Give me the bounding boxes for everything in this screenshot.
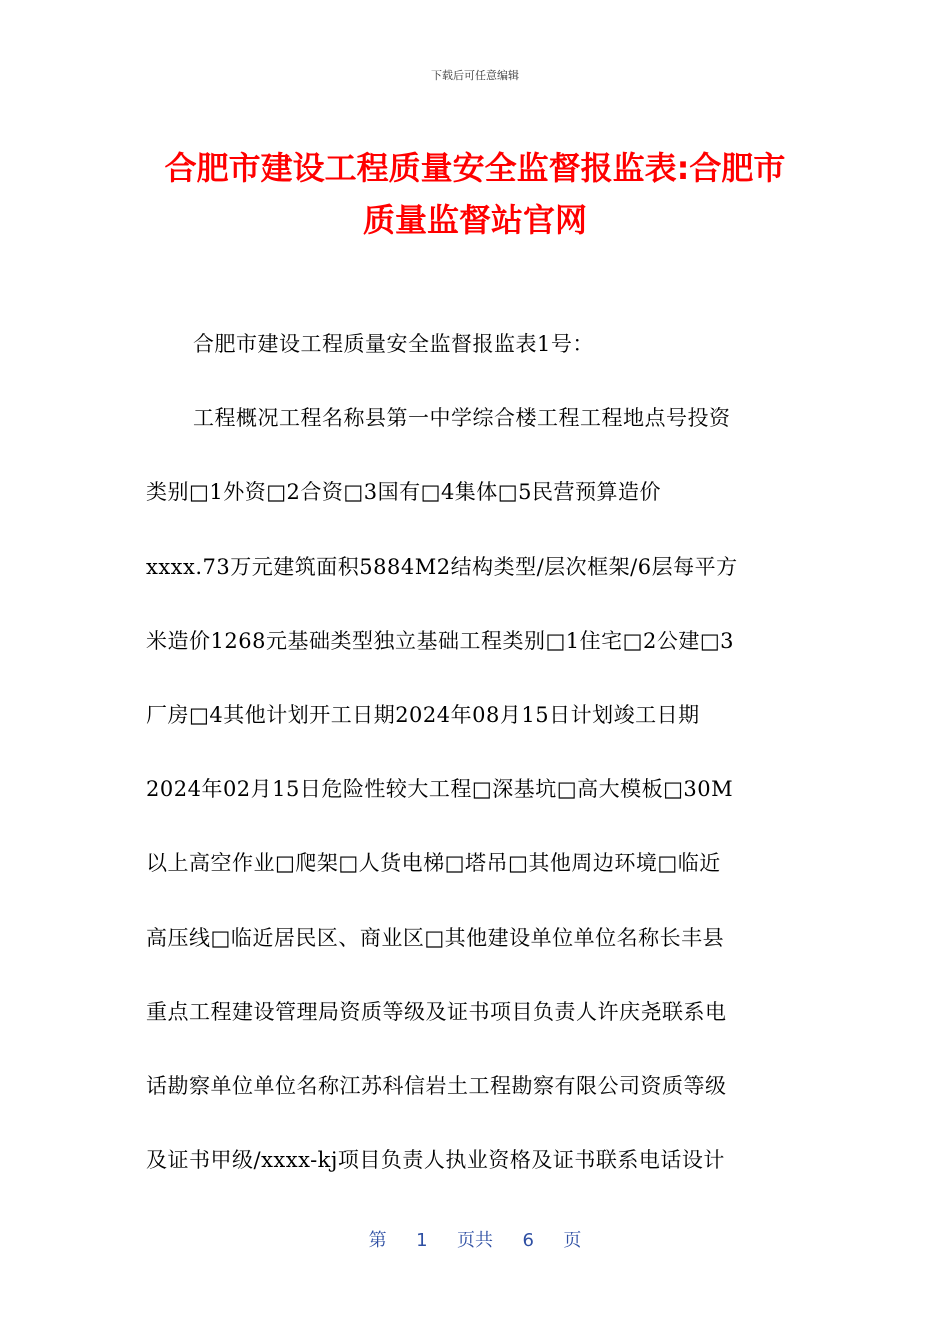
document-body [146, 320, 806, 1210]
document-title-line-2: 质量监督站官网 [362, 201, 587, 239]
body-line: 以上高空作业□爬架□人货电梯□塔吊□其他周边环境□临近 [146, 851, 721, 876]
body-line: 工程概况工程名称县第一中学综合楼工程工程地点号投资 [193, 406, 731, 431]
body-line: 厂房□4其他计划开工日期2024年08月15日计划竣工日期 [146, 702, 700, 727]
body-line: 重点工程建设管理局资质等级及证书项目负责人许庆尧联系电 [146, 999, 727, 1024]
page-label-suffix: 页 [563, 1230, 582, 1251]
document-title [100, 142, 850, 246]
body-line: 2024年02月15日危险性较大工程□深基坑□高大模板□30M [146, 777, 734, 802]
page-number-footer [0, 1226, 950, 1252]
total-page-count: 6 [522, 1230, 534, 1251]
body-line: 高压线□临近居民区、商业区□其他建设单位单位名称长丰县 [146, 925, 725, 950]
body-line: 话勘察单位单位名称江苏科信岩土工程勘察有限公司资质等级 [146, 1073, 727, 1098]
body-line: 合肥市建设工程质量安全监督报监表1号： [193, 332, 594, 356]
body-line: 类别□1外资□2合资□3国有□4集体□5民营预算造价 [146, 480, 662, 505]
current-page-number: 1 [416, 1230, 428, 1251]
body-line: 及证书甲级/xxxx-kj项目负责人执业资格及证书联系电话设计 [146, 1148, 725, 1173]
page-label-middle: 页共 [457, 1230, 493, 1251]
body-line: 米造价1268元基础类型独立基础工程类别□1住宅□2公建□3 [146, 628, 735, 653]
document-title-line-1: 合肥市建设工程质量安全监督报监表:合肥市 [164, 149, 786, 187]
page-label-prefix: 第 [368, 1230, 387, 1251]
body-line: xxxx.73万元建筑面积5884M2结构类型/层次框架/6层每平方 [146, 554, 738, 579]
header-note: 下载后可任意编辑 [431, 69, 519, 82]
